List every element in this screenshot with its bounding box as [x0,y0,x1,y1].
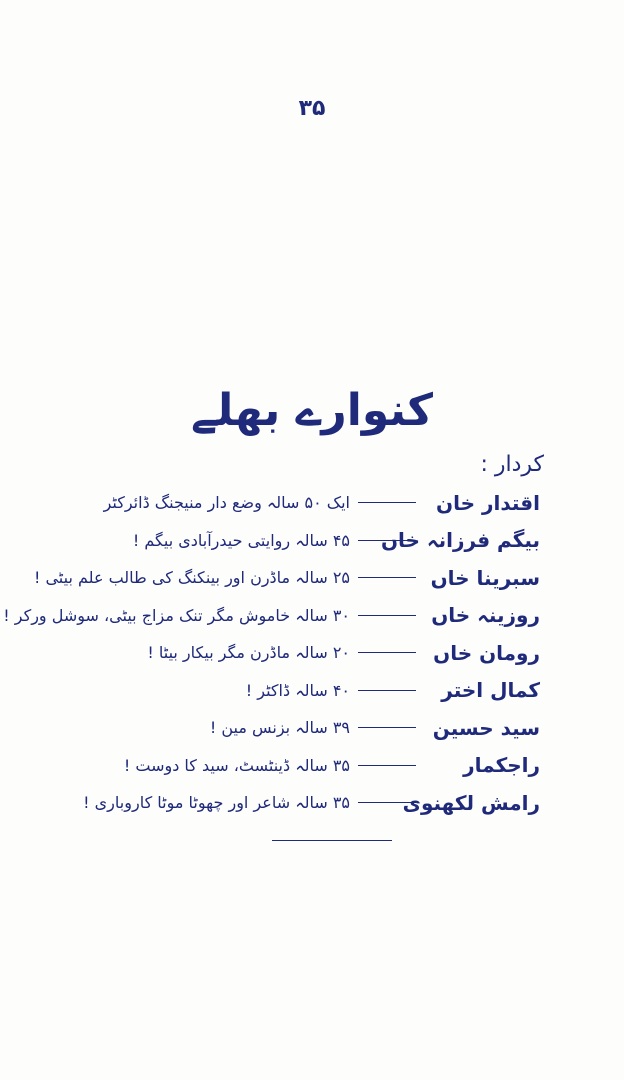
cast-row [60,709,540,747]
dash-separator [358,765,416,766]
cast-heading: کردار : [480,452,544,477]
character-description: ۴۵ سالہ روایتی حیدرآبادی بیگم ! [132,530,350,550]
dash-separator [358,727,416,728]
character-description: ایک ۵۰ سالہ وضع دار منیجنگ ڈائرکٹر [103,493,350,513]
cast-row [3,597,540,635]
character-name: سبرینا خاں [430,565,540,590]
dash-separator [358,502,416,503]
dash-separator [358,540,416,541]
dash-separator [358,577,416,578]
cast-row [60,634,540,672]
character-name: بیگم فرزانہ خاں [380,528,540,553]
character-description: ۳۹ سالہ بزنس مین ! [209,718,350,738]
cast-row [33,559,540,597]
character-description: ۲۰ سالہ ماڈرن مگر بیکار بیٹا ! [147,643,350,663]
character-description: ۳۵ سالہ شاعر اور چھوٹا موٹا کاروباری ! [83,793,350,813]
cast-row [60,784,540,822]
character-name: رامش لکھنوی [402,790,540,815]
dash-separator [358,690,416,691]
cast-list [3,484,540,822]
dash-separator [358,802,416,803]
character-description: ۲۵ سالہ ماڈرن اور بینکنگ کی طالب علم بیٹی ! [33,568,350,588]
character-description: ۳۵ سالہ ڈینٹسٹ، سید کا دوست ! [123,755,350,775]
character-name: روزینہ خاں [431,603,540,628]
page-number: ۳۵ [298,96,326,121]
end-rule [272,840,392,841]
cast-row [60,672,540,710]
cast-row [60,522,540,560]
character-description: ۳۰ سالہ خاموش مگر تنک مزاج بیٹی، سوشل ورکر ! [3,605,350,625]
dash-separator [358,615,416,616]
character-name: سید حسین [432,715,540,740]
character-name: رومان خاں [433,640,540,665]
play-title: کنوارے بھلے [191,385,433,436]
character-name: کمال اختر [441,678,540,703]
character-name: اقتدار خان [436,490,540,515]
cast-row [60,747,540,785]
character-description: ۴۰ سالہ ڈاکٹر ! [245,680,350,700]
cast-row [60,484,540,522]
character-name: راجکمار [463,753,540,778]
dash-separator [358,652,416,653]
